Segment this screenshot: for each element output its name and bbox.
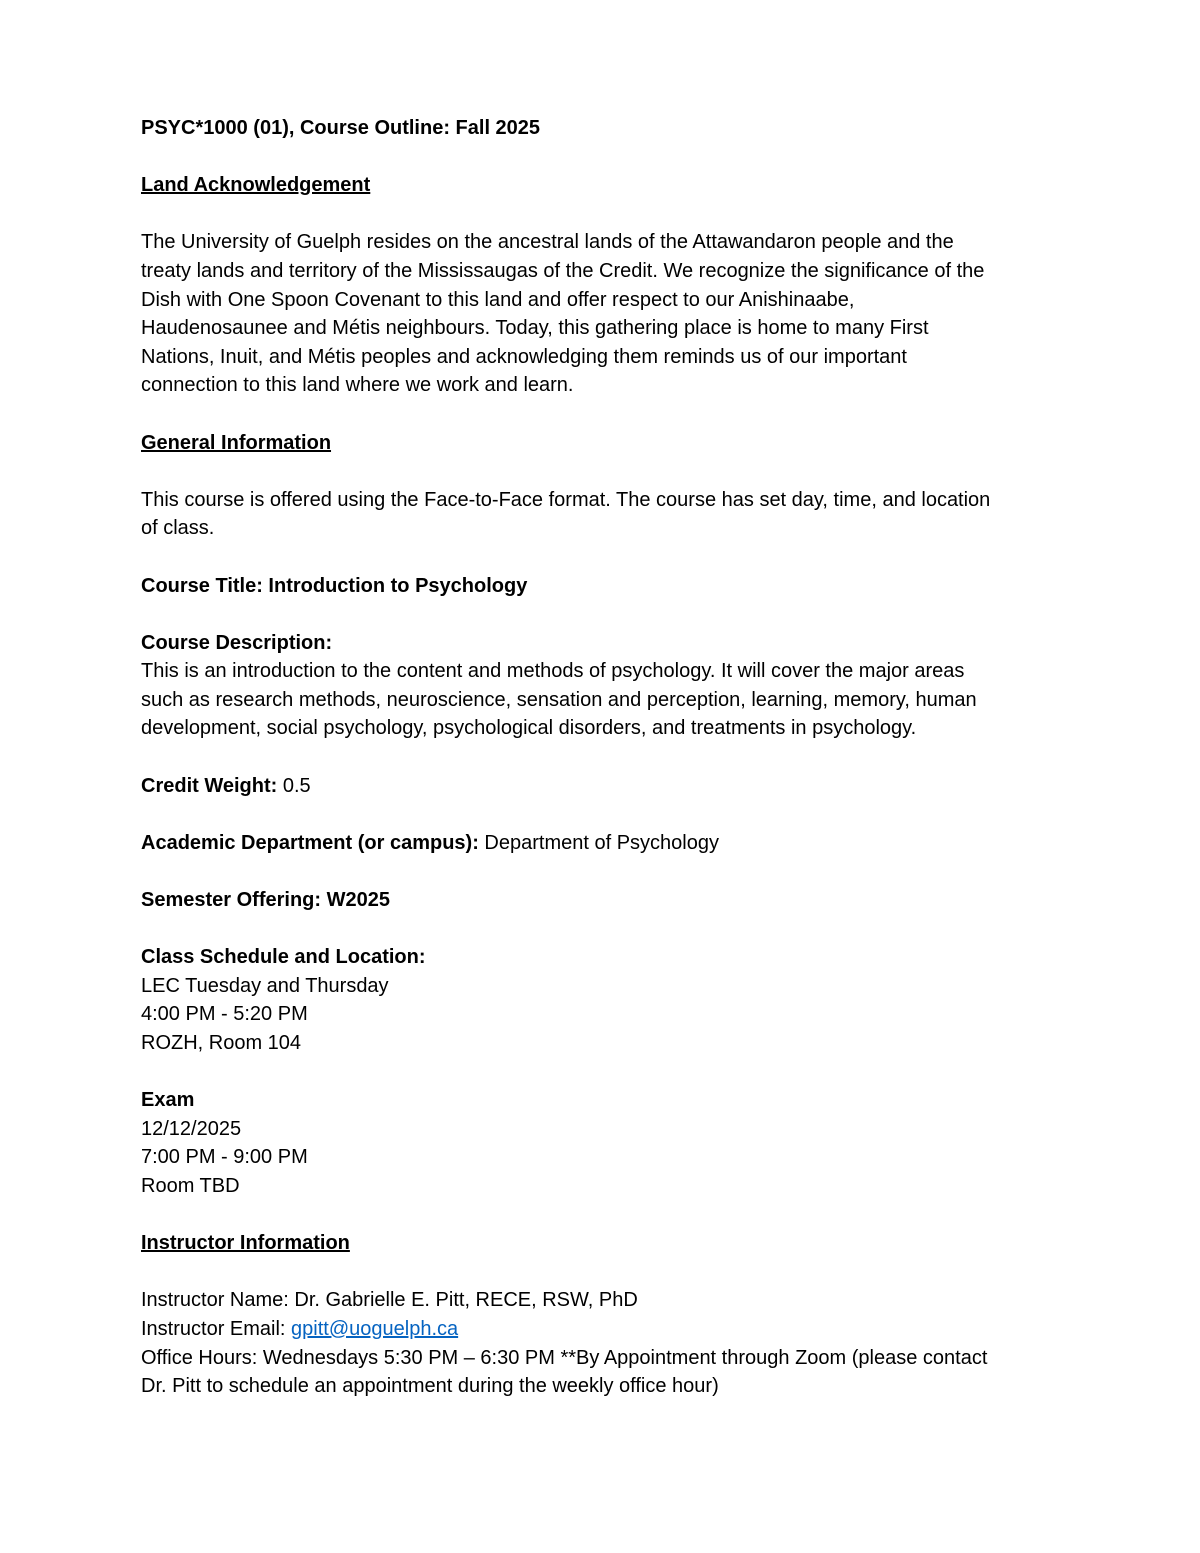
instructor-information-heading: Instructor Information — [141, 1232, 350, 1255]
spacer — [141, 143, 1081, 172]
exam-label: Exam — [141, 1089, 195, 1112]
instructor-email — [141, 1315, 1081, 1344]
academic-department — [141, 829, 1081, 858]
academic-department-label: Academic Department (or campus): — [141, 831, 479, 854]
exam-text — [141, 1115, 1081, 1201]
paragraph-line: such as research methods, neuroscience, sensation and perception, learning, memory, human — [141, 688, 977, 711]
semester-offering: Semester Offering: W2025 — [141, 889, 390, 912]
general-information-text — [141, 486, 1081, 543]
course-title: Course Title: Introduction to Psychology — [141, 574, 528, 597]
paragraph-line: Nations, Inuit, and Métis peoples and acknowledging them reminds us of our important — [141, 345, 907, 368]
spacer — [141, 1258, 1081, 1287]
course-description-label: Course Description: — [141, 631, 333, 654]
general-information-heading: General Information — [141, 431, 332, 454]
instructor-email-link[interactable]: gpitt@uoguelph.ca — [291, 1317, 459, 1340]
spacer — [141, 600, 1081, 629]
credit-weight — [141, 772, 1081, 801]
class-schedule-text — [141, 972, 1081, 1058]
spacer — [141, 915, 1081, 944]
spacer — [141, 543, 1081, 572]
document-title: PSYC*1000 (01), Course Outline: Fall 2025 — [141, 117, 541, 139]
credit-weight-value: 0.5 — [277, 774, 311, 797]
spacer — [141, 800, 1081, 829]
exam-line: Room TBD — [141, 1174, 240, 1197]
instructor-name: Instructor Name: Dr. Gabrielle E. Pitt, RECE, RSW, PhD — [141, 1289, 638, 1312]
paragraph-line: treaty lands and territory of the Mississaugas of the Credit. We recognize the significance of the — [141, 259, 985, 282]
exam-line: 12/12/2025 — [141, 1117, 242, 1140]
course-description-text — [141, 657, 1081, 743]
spacer — [141, 200, 1081, 229]
spacer — [141, 1058, 1081, 1087]
office-hours-line: Office Hours: Wednesdays 5:30 PM – 6:30 PM **By Appointment through Zoom (please contact — [141, 1346, 988, 1369]
paragraph-line: of class. — [141, 517, 215, 540]
land-acknowledgement-text — [141, 228, 1081, 400]
academic-department-value: Department of Psychology — [478, 831, 719, 854]
spacer — [141, 400, 1081, 429]
paragraph-line: The University of Guelph resides on the ancestral lands of the Attawandaron people and the — [141, 231, 954, 254]
paragraph-line: This course is offered using the Face-to-Face format. The course has set day, time, and location — [141, 488, 991, 511]
paragraph-line: Haudenosaunee and Métis neighbours. Today, this gathering place is home to many First — [141, 317, 929, 340]
instructor-email-label: Instructor Email: — [141, 1317, 292, 1340]
spacer — [141, 743, 1081, 772]
schedule-line: 4:00 PM - 5:20 PM — [141, 1003, 308, 1026]
paragraph-line: This is an introduction to the content and methods of psychology. It will cover the major areas — [141, 660, 965, 683]
class-schedule-label: Class Schedule and Location: — [141, 946, 426, 969]
schedule-line: ROZH, Room 104 — [141, 1032, 302, 1054]
land-acknowledgement-heading: Land Acknowledgement — [141, 174, 371, 197]
spacer — [141, 1201, 1081, 1230]
paragraph-line: Dish with One Spoon Covenant to this land and offer respect to our Anishinaabe, — [141, 288, 855, 311]
course-outline-page — [141, 114, 1081, 1401]
paragraph-line: development, social psychology, psychological disorders, and treatments in psychology. — [141, 717, 917, 740]
spacer — [141, 857, 1081, 886]
office-hours-line: Dr. Pitt to schedule an appointment during the weekly office hour) — [141, 1375, 719, 1398]
paragraph-line: connection to this land where we work and learn. — [141, 374, 574, 397]
exam-line: 7:00 PM - 9:00 PM — [141, 1146, 308, 1169]
schedule-line: LEC Tuesday and Thursday — [141, 974, 389, 997]
credit-weight-label: Credit Weight: — [141, 774, 278, 797]
spacer — [141, 457, 1081, 486]
